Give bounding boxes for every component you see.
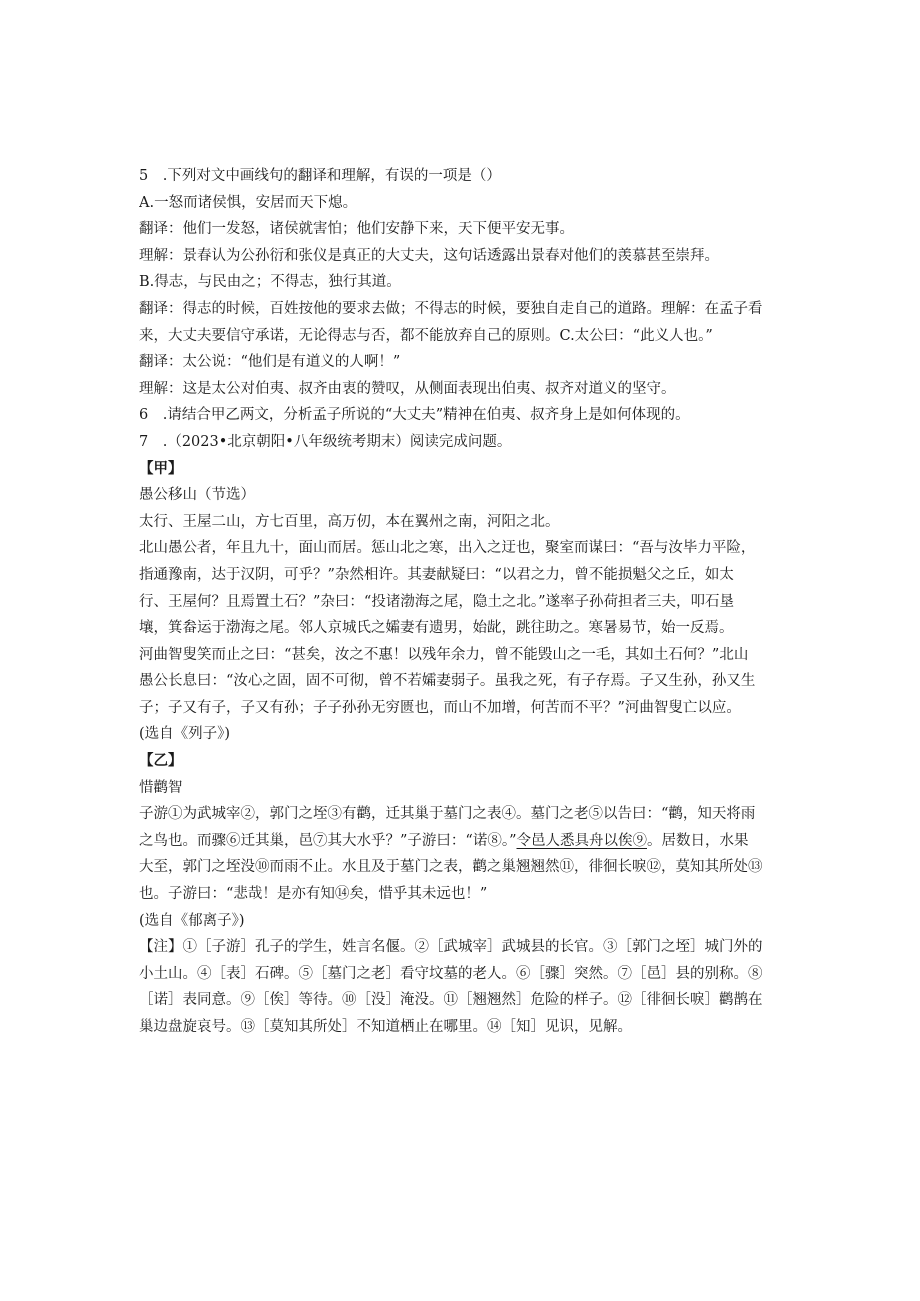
line-text: 太行、王屋二山，方七百里，高万仞，本在翼州之南，河阳之北。 <box>139 513 560 530</box>
line-text: 北山愚公者，年且九十，面山而居。惩山北之寒，出入之迂也，聚室而谋曰：“吾与汝毕力平险， <box>139 540 756 557</box>
line-text: 翻译：得志的时候，百姓按他的要求去做；不得志的时候，要独自走自己的道路。理解：在孟子看 <box>139 300 763 317</box>
line-text: 壤，箕畚运于渤海之尾。邻人京城氏之孀妻有遗男，始龀，跳往助之。寒暑易节，始一反焉。 <box>139 620 734 637</box>
text-line <box>139 961 819 988</box>
line-text: (选自《列子》) <box>139 726 231 743</box>
text-line <box>139 216 819 243</box>
text-line <box>139 775 819 802</box>
line-text: 惜鹳智 <box>139 779 183 796</box>
text-line <box>139 482 819 509</box>
line-text: 子游①为武城宰②，郭门之垤③有鹳，迁其巢于墓门之表④。墓门之老⑤以告曰：“鹳，知天将雨 <box>139 806 756 823</box>
line-text: ［诺］表同意。⑨［俟］等待。⑩［没］淹没。⑪［翘翘然］危险的样子。⑫［徘徊长唳］鹳鹊在 <box>139 992 763 1009</box>
text-line <box>139 801 819 828</box>
text-line <box>139 668 819 695</box>
text-line <box>139 721 819 748</box>
line-text: 小土山。④［表］石碑。⑤［墓门之老］看守坟墓的老人。⑥［骤］突然。⑦［邑］县的别称。⑧ <box>139 965 763 982</box>
line-text: 之鸟也。而骤⑥迁其巢，邑⑦其大水乎？”子游曰：“诺⑧。” <box>139 832 517 849</box>
line-text: 巢边盘旋哀号。⑬［莫知其所处］不知道栖止在哪里。⑭［知］见识，见解。 <box>139 1019 632 1035</box>
text-line <box>139 509 819 536</box>
text-line <box>139 934 819 961</box>
text-line <box>139 908 819 935</box>
line-text: 【乙】 <box>139 752 183 770</box>
line-text: B.得志，与民由之；不得志，独行其道。 <box>139 274 401 291</box>
text-line <box>139 854 819 881</box>
underlined-sentence: 令邑人悉具舟以俟⑨ <box>516 832 647 849</box>
text-line <box>139 269 819 296</box>
text-line <box>139 323 819 350</box>
line-text: 愚公移山（节选） <box>139 487 255 504</box>
text-line <box>139 828 819 855</box>
line-text: 子；子又有子，子又有孙；子子孙孙无穷匮也，而山不加增，何苦而不平？”河曲智叟亡以应。 <box>139 699 741 716</box>
line-text: 5 .下列对文中画线句的翻译和理解，有误的一项是（） <box>139 168 501 184</box>
line-text-tail: 。居数日，水果 <box>647 832 749 849</box>
line-text: 翻译：他们一发怒，诸侯就害怕；他们安静下来，天下便平安无事。 <box>139 221 574 238</box>
text-line <box>139 456 819 483</box>
line-text: 来，大丈夫要信守承诺，无论得志与否，都不能放弃自己的原则。C.太公曰：“此义人也。” <box>139 327 713 344</box>
line-text: 愚公长息曰：“汝心之固，固不可彻，曾不若孀妻弱子。虽我之死，有子存焉。子又生孙，孙又生 <box>139 673 756 690</box>
text-line <box>139 349 819 376</box>
line-text: 翻译：太公说：“他们是有道义的人啊！” <box>139 354 401 371</box>
text-line <box>139 615 819 642</box>
text-line <box>139 243 819 270</box>
line-text: 7 .（2023•北京朝阳•八年级统考期末）阅读完成问题。 <box>139 433 512 450</box>
line-text: 【甲】 <box>139 459 183 477</box>
text-line <box>139 695 819 722</box>
text-line <box>139 562 819 589</box>
line-text: (选自《郁离子》) <box>139 912 245 929</box>
text-line <box>139 163 819 190</box>
line-text: 【注】①［子游］孔子的学生，姓言名偃。②［武城宰］武城县的长官。③［郭门之垤］城门外的 <box>139 939 763 956</box>
text-line <box>139 429 819 456</box>
line-text: 指通豫南，达于汉阴，可乎？”杂然相许。其妻献疑曰：“以君之力，曾不能损魁父之丘，如太 <box>139 566 734 583</box>
line-text: 大至，郭门之垤没⑩而雨不止。水且及于墓门之表，鹳之巢翘翘然⑪，徘徊长唳⑫，莫知其所处⑬ <box>139 859 763 876</box>
text-line <box>139 987 819 1014</box>
text-line <box>139 642 819 669</box>
line-text: 河曲智叟笑而止之曰：“甚矣，汝之不惠！以残年余力，曾不能毁山之一毛，其如土石何？”北山 <box>139 646 749 663</box>
text-line <box>139 402 819 429</box>
line-text: 理解：这是太公对伯夷、叔齐由衷的赞叹，从侧面表现出伯夷、叔齐对道义的坚守。 <box>139 380 676 397</box>
text-line <box>139 748 819 775</box>
line-text: 行、王屋何？且焉置土石？”杂曰：“投诸渤海之尾，隐土之北。”遂率子孙荷担者三夫，叩石垦 <box>139 593 734 610</box>
line-text: 也。子游曰：“悲哉！是亦有知⑭矣，惜乎其未远也！” <box>139 886 488 903</box>
line-text: 6 .请结合甲乙两文，分析孟子所说的“大丈夫”精神在伯夷、叔齐身上是如何体现的。 <box>139 407 690 424</box>
text-line <box>139 535 819 562</box>
text-line <box>139 296 819 323</box>
text-line <box>139 1014 819 1041</box>
line-text: 理解：景春认为公孙衍和张仪是真正的大丈夫，这句话透露出景春对他们的羡慕甚至崇拜。 <box>139 247 719 264</box>
text-line <box>139 376 819 403</box>
text-line <box>139 589 819 616</box>
text-line <box>139 190 819 217</box>
line-text: A.一怒而诸侯惧，安居而天下熄。 <box>139 194 358 211</box>
text-line <box>139 881 819 908</box>
